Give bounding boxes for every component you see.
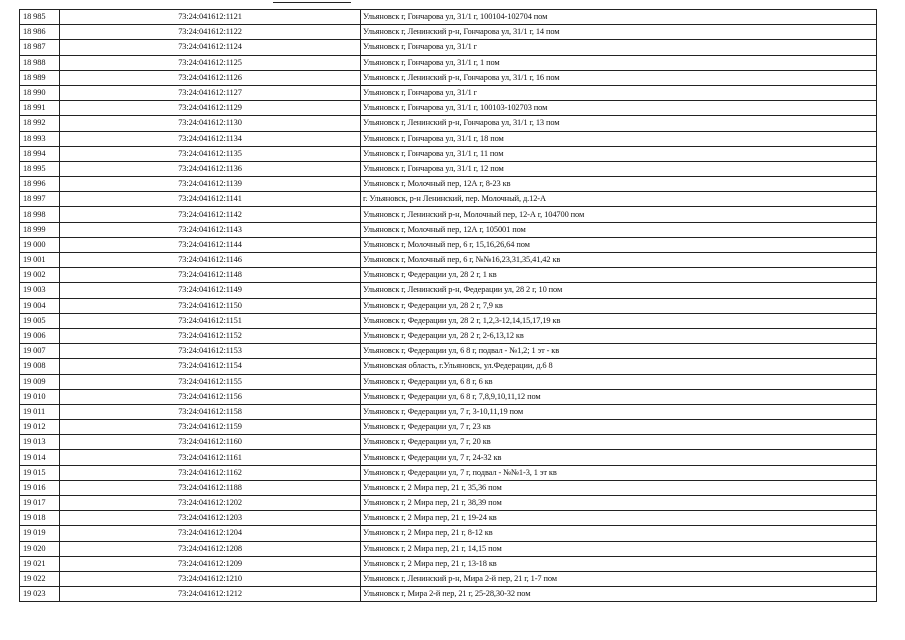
table-row — [20, 207, 877, 222]
row-number-cell: 19 019 — [20, 526, 60, 541]
table-row — [20, 556, 877, 571]
address-cell: Ульяновск г, 2 Мира пер, 21 г, 14,15 пом — [361, 541, 877, 556]
row-number-cell: 19 007 — [20, 344, 60, 359]
cadastral-number-cell: 73:24:041612:1141 — [60, 192, 361, 207]
address-cell: Ульяновск г, Федерации ул, 6 8 г, 6 кв — [361, 374, 877, 389]
row-number-cell: 19 020 — [20, 541, 60, 556]
row-number-cell: 18 993 — [20, 131, 60, 146]
table-row — [20, 511, 877, 526]
row-number-cell: 18 991 — [20, 101, 60, 116]
address-cell: Ульяновск г, Федерации ул, 28 2 г, 1,2,3-12,14,15,17,19 кв — [361, 313, 877, 328]
address-cell: Ульяновск г, Гончарова ул, 31/1 г, 18 пом — [361, 131, 877, 146]
cadastral-number-cell: 73:24:041612:1142 — [60, 207, 361, 222]
table-row — [20, 465, 877, 480]
cadastral-number-cell: 73:24:041612:1208 — [60, 541, 361, 556]
cadastral-number-cell: 73:24:041612:1158 — [60, 404, 361, 419]
address-cell: Ульяновск г, Гончарова ул, 31/1 г, 12 пом — [361, 161, 877, 176]
table-row — [20, 70, 877, 85]
address-cell: Ульяновск г, Федерации ул, 7 г, 24-32 кв — [361, 450, 877, 465]
table-row — [20, 101, 877, 116]
row-number-cell: 18 992 — [20, 116, 60, 131]
row-number-cell: 19 004 — [20, 298, 60, 313]
table-row — [20, 344, 877, 359]
address-cell: Ульяновск г, Федерации ул, 6 8 г, 7,8,9,10,11,12 пом — [361, 389, 877, 404]
cadastral-number-cell: 73:24:041612:1122 — [60, 25, 361, 40]
row-number-cell: 18 990 — [20, 85, 60, 100]
address-cell: Ульяновск г, Ленинский р-н, Гончарова ул, 31/1 г, 16 пом — [361, 70, 877, 85]
row-number-cell: 18 985 — [20, 10, 60, 25]
address-cell: Ульяновск г, Федерации ул, 6 8 г, подвал - №1,2; 1 эт - кв — [361, 344, 877, 359]
cadastral-number-cell: 73:24:041612:1209 — [60, 556, 361, 571]
table-row — [20, 404, 877, 419]
address-cell: Ульяновск г, Федерации ул, 28 2 г, 1 кв — [361, 268, 877, 283]
table-row — [20, 587, 877, 602]
row-number-cell: 18 994 — [20, 146, 60, 161]
address-cell: Ульяновск г, Ленинский р-н, Мира 2-й пер, 21 г, 1-7 пом — [361, 571, 877, 586]
cadastral-number-cell: 73:24:041612:1143 — [60, 222, 361, 237]
row-number-cell: 19 014 — [20, 450, 60, 465]
row-number-cell: 18 999 — [20, 222, 60, 237]
table-row — [20, 268, 877, 283]
table-row — [20, 420, 877, 435]
table-row — [20, 177, 877, 192]
cadastral-number-cell: 73:24:041612:1139 — [60, 177, 361, 192]
cadastral-number-cell: 73:24:041612:1160 — [60, 435, 361, 450]
row-number-cell: 19 000 — [20, 237, 60, 252]
table-row — [20, 313, 877, 328]
row-number-cell: 19 010 — [20, 389, 60, 404]
cadastral-number-cell: 73:24:041612:1130 — [60, 116, 361, 131]
address-cell: Ульяновск г, 2 Мира пер, 21 г, 13-18 кв — [361, 556, 877, 571]
address-cell: Ульяновск г, Молочный пер, 12А г, 105001 пом — [361, 222, 877, 237]
row-number-cell: 19 006 — [20, 328, 60, 343]
address-cell: Ульяновск г, Молочный пер, 6 г, №№16,23,31,35,41,42 кв — [361, 253, 877, 268]
cadastral-number-cell: 73:24:041612:1148 — [60, 268, 361, 283]
cadastral-number-cell: 73:24:041612:1159 — [60, 420, 361, 435]
table-row — [20, 526, 877, 541]
address-cell: Ульяновск г, Гончарова ул, 31/1 г, 100103-102703 пом — [361, 101, 877, 116]
row-number-cell: 18 998 — [20, 207, 60, 222]
row-number-cell: 19 003 — [20, 283, 60, 298]
table-row — [20, 222, 877, 237]
table-row — [20, 85, 877, 100]
cadastral-number-cell: 73:24:041612:1149 — [60, 283, 361, 298]
address-cell: Ульяновск г, Ленинский р-н, Федерации ул, 28 2 г, 10 пом — [361, 283, 877, 298]
table-row — [20, 480, 877, 495]
cadastral-number-cell: 73:24:041612:1212 — [60, 587, 361, 602]
cadastral-number-cell: 73:24:041612:1146 — [60, 253, 361, 268]
cadastral-number-cell: 73:24:041612:1154 — [60, 359, 361, 374]
row-number-cell: 18 988 — [20, 55, 60, 70]
row-number-cell: 18 987 — [20, 40, 60, 55]
row-number-cell: 18 989 — [20, 70, 60, 85]
row-number-cell: 19 023 — [20, 587, 60, 602]
row-number-cell: 19 021 — [20, 556, 60, 571]
table-row — [20, 450, 877, 465]
address-cell: Ульяновск г, 2 Мира пер, 21 г, 38,39 пом — [361, 496, 877, 511]
cadastral-number-cell: 73:24:041612:1126 — [60, 70, 361, 85]
cadastral-number-cell: 73:24:041612:1134 — [60, 131, 361, 146]
address-cell: Ульяновск г, Молочный пер, 6 г, 15,16,26,64 пом — [361, 237, 877, 252]
row-number-cell: 19 018 — [20, 511, 60, 526]
row-number-cell: 19 005 — [20, 313, 60, 328]
address-cell: Ульяновск г, Федерации ул, 7 г, подвал - №№1-3, 1 эт кв — [361, 465, 877, 480]
cadastral-number-cell: 73:24:041612:1152 — [60, 328, 361, 343]
table-row — [20, 298, 877, 313]
address-cell: Ульяновск г, 2 Мира пер, 21 г, 35,36 пом — [361, 480, 877, 495]
cadastral-number-cell: 73:24:041612:1125 — [60, 55, 361, 70]
top-edge-line — [273, 2, 351, 3]
cadastral-number-cell: 73:24:041612:1155 — [60, 374, 361, 389]
table-row — [20, 40, 877, 55]
row-number-cell: 18 996 — [20, 177, 60, 192]
cadastral-number-cell: 73:24:041612:1204 — [60, 526, 361, 541]
row-number-cell: 19 022 — [20, 571, 60, 586]
row-number-cell: 18 997 — [20, 192, 60, 207]
table-row — [20, 541, 877, 556]
table-row — [20, 253, 877, 268]
row-number-cell: 19 009 — [20, 374, 60, 389]
table-row — [20, 116, 877, 131]
table-row — [20, 283, 877, 298]
table-row — [20, 435, 877, 450]
table-row — [20, 146, 877, 161]
row-number-cell: 18 986 — [20, 25, 60, 40]
address-cell: Ульяновск г, Федерации ул, 7 г, 3-10,11,19 пом — [361, 404, 877, 419]
cadastral-number-cell: 73:24:041612:1127 — [60, 85, 361, 100]
cadastral-register-table — [19, 9, 877, 602]
address-cell: Ульяновская область, г.Ульяновск, ул.Федерации, д.6 8 — [361, 359, 877, 374]
row-number-cell: 19 016 — [20, 480, 60, 495]
table-row — [20, 10, 877, 25]
address-cell: Ульяновск г, 2 Мира пер, 21 г, 8-12 кв — [361, 526, 877, 541]
cadastral-number-cell: 73:24:041612:1161 — [60, 450, 361, 465]
row-number-cell: 19 008 — [20, 359, 60, 374]
table-row — [20, 131, 877, 146]
cadastral-number-cell: 73:24:041612:1162 — [60, 465, 361, 480]
cadastral-number-cell: 73:24:041612:1129 — [60, 101, 361, 116]
table-row — [20, 496, 877, 511]
table-row — [20, 25, 877, 40]
cadastral-number-cell: 73:24:041612:1210 — [60, 571, 361, 586]
table-row — [20, 55, 877, 70]
cadastral-number-cell: 73:24:041612:1202 — [60, 496, 361, 511]
cadastral-number-cell: 73:24:041612:1151 — [60, 313, 361, 328]
row-number-cell: 19 001 — [20, 253, 60, 268]
address-cell: Ульяновск г, Федерации ул, 28 2 г, 2-6,13,12 кв — [361, 328, 877, 343]
address-cell: Ульяновск г, Гончарова ул, 31/1 г, 11 пом — [361, 146, 877, 161]
table-body — [20, 10, 877, 602]
address-cell: Ульяновск г, Молочный пер, 12А г, 8-23 кв — [361, 177, 877, 192]
table-row — [20, 192, 877, 207]
address-cell: Ульяновск г, Гончарова ул, 31/1 г — [361, 40, 877, 55]
cadastral-number-cell: 73:24:041612:1188 — [60, 480, 361, 495]
address-cell: Ульяновск г, Федерации ул, 28 2 г, 7,9 кв — [361, 298, 877, 313]
cadastral-number-cell: 73:24:041612:1144 — [60, 237, 361, 252]
cadastral-number-cell: 73:24:041612:1124 — [60, 40, 361, 55]
row-number-cell: 19 013 — [20, 435, 60, 450]
table-row — [20, 237, 877, 252]
address-cell: Ульяновск г, 2 Мира пер, 21 г, 19-24 кв — [361, 511, 877, 526]
table-row — [20, 571, 877, 586]
table-row — [20, 161, 877, 176]
row-number-cell: 19 012 — [20, 420, 60, 435]
address-cell: Ульяновск г, Гончарова ул, 31/1 г, 100104-102704 пом — [361, 10, 877, 25]
cadastral-number-cell: 73:24:041612:1121 — [60, 10, 361, 25]
table-row — [20, 328, 877, 343]
row-number-cell: 19 002 — [20, 268, 60, 283]
table-row — [20, 389, 877, 404]
row-number-cell: 19 017 — [20, 496, 60, 511]
address-cell: Ульяновск г, Ленинский р-н, Гончарова ул, 31/1 г, 13 пом — [361, 116, 877, 131]
row-number-cell: 18 995 — [20, 161, 60, 176]
cadastral-number-cell: 73:24:041612:1136 — [60, 161, 361, 176]
address-cell: Ульяновск г, Гончарова ул, 31/1 г, 1 пом — [361, 55, 877, 70]
address-cell: Ульяновск г, Мира 2-й пер, 21 г, 25-28,30-32 пом — [361, 587, 877, 602]
address-cell: Ульяновск г, Ленинский р-н, Молочный пер, 12-А г, 104700 пом — [361, 207, 877, 222]
table-row — [20, 374, 877, 389]
row-number-cell: 19 011 — [20, 404, 60, 419]
row-number-cell: 19 015 — [20, 465, 60, 480]
register-sheet — [19, 9, 876, 602]
address-cell: Ульяновск г, Гончарова ул, 31/1 г — [361, 85, 877, 100]
cadastral-number-cell: 73:24:041612:1135 — [60, 146, 361, 161]
address-cell: Ульяновск г, Федерации ул, 7 г, 23 кв — [361, 420, 877, 435]
cadastral-number-cell: 73:24:041612:1150 — [60, 298, 361, 313]
address-cell: Ульяновск г, Федерации ул, 7 г, 20 кв — [361, 435, 877, 450]
cadastral-number-cell: 73:24:041612:1153 — [60, 344, 361, 359]
address-cell: г. Ульяновск, р-н Ленинский, пер. Молочный, д.12-А — [361, 192, 877, 207]
address-cell: Ульяновск г, Ленинский р-н, Гончарова ул, 31/1 г, 14 пом — [361, 25, 877, 40]
cadastral-number-cell: 73:24:041612:1203 — [60, 511, 361, 526]
table-row — [20, 359, 877, 374]
cadastral-number-cell: 73:24:041612:1156 — [60, 389, 361, 404]
